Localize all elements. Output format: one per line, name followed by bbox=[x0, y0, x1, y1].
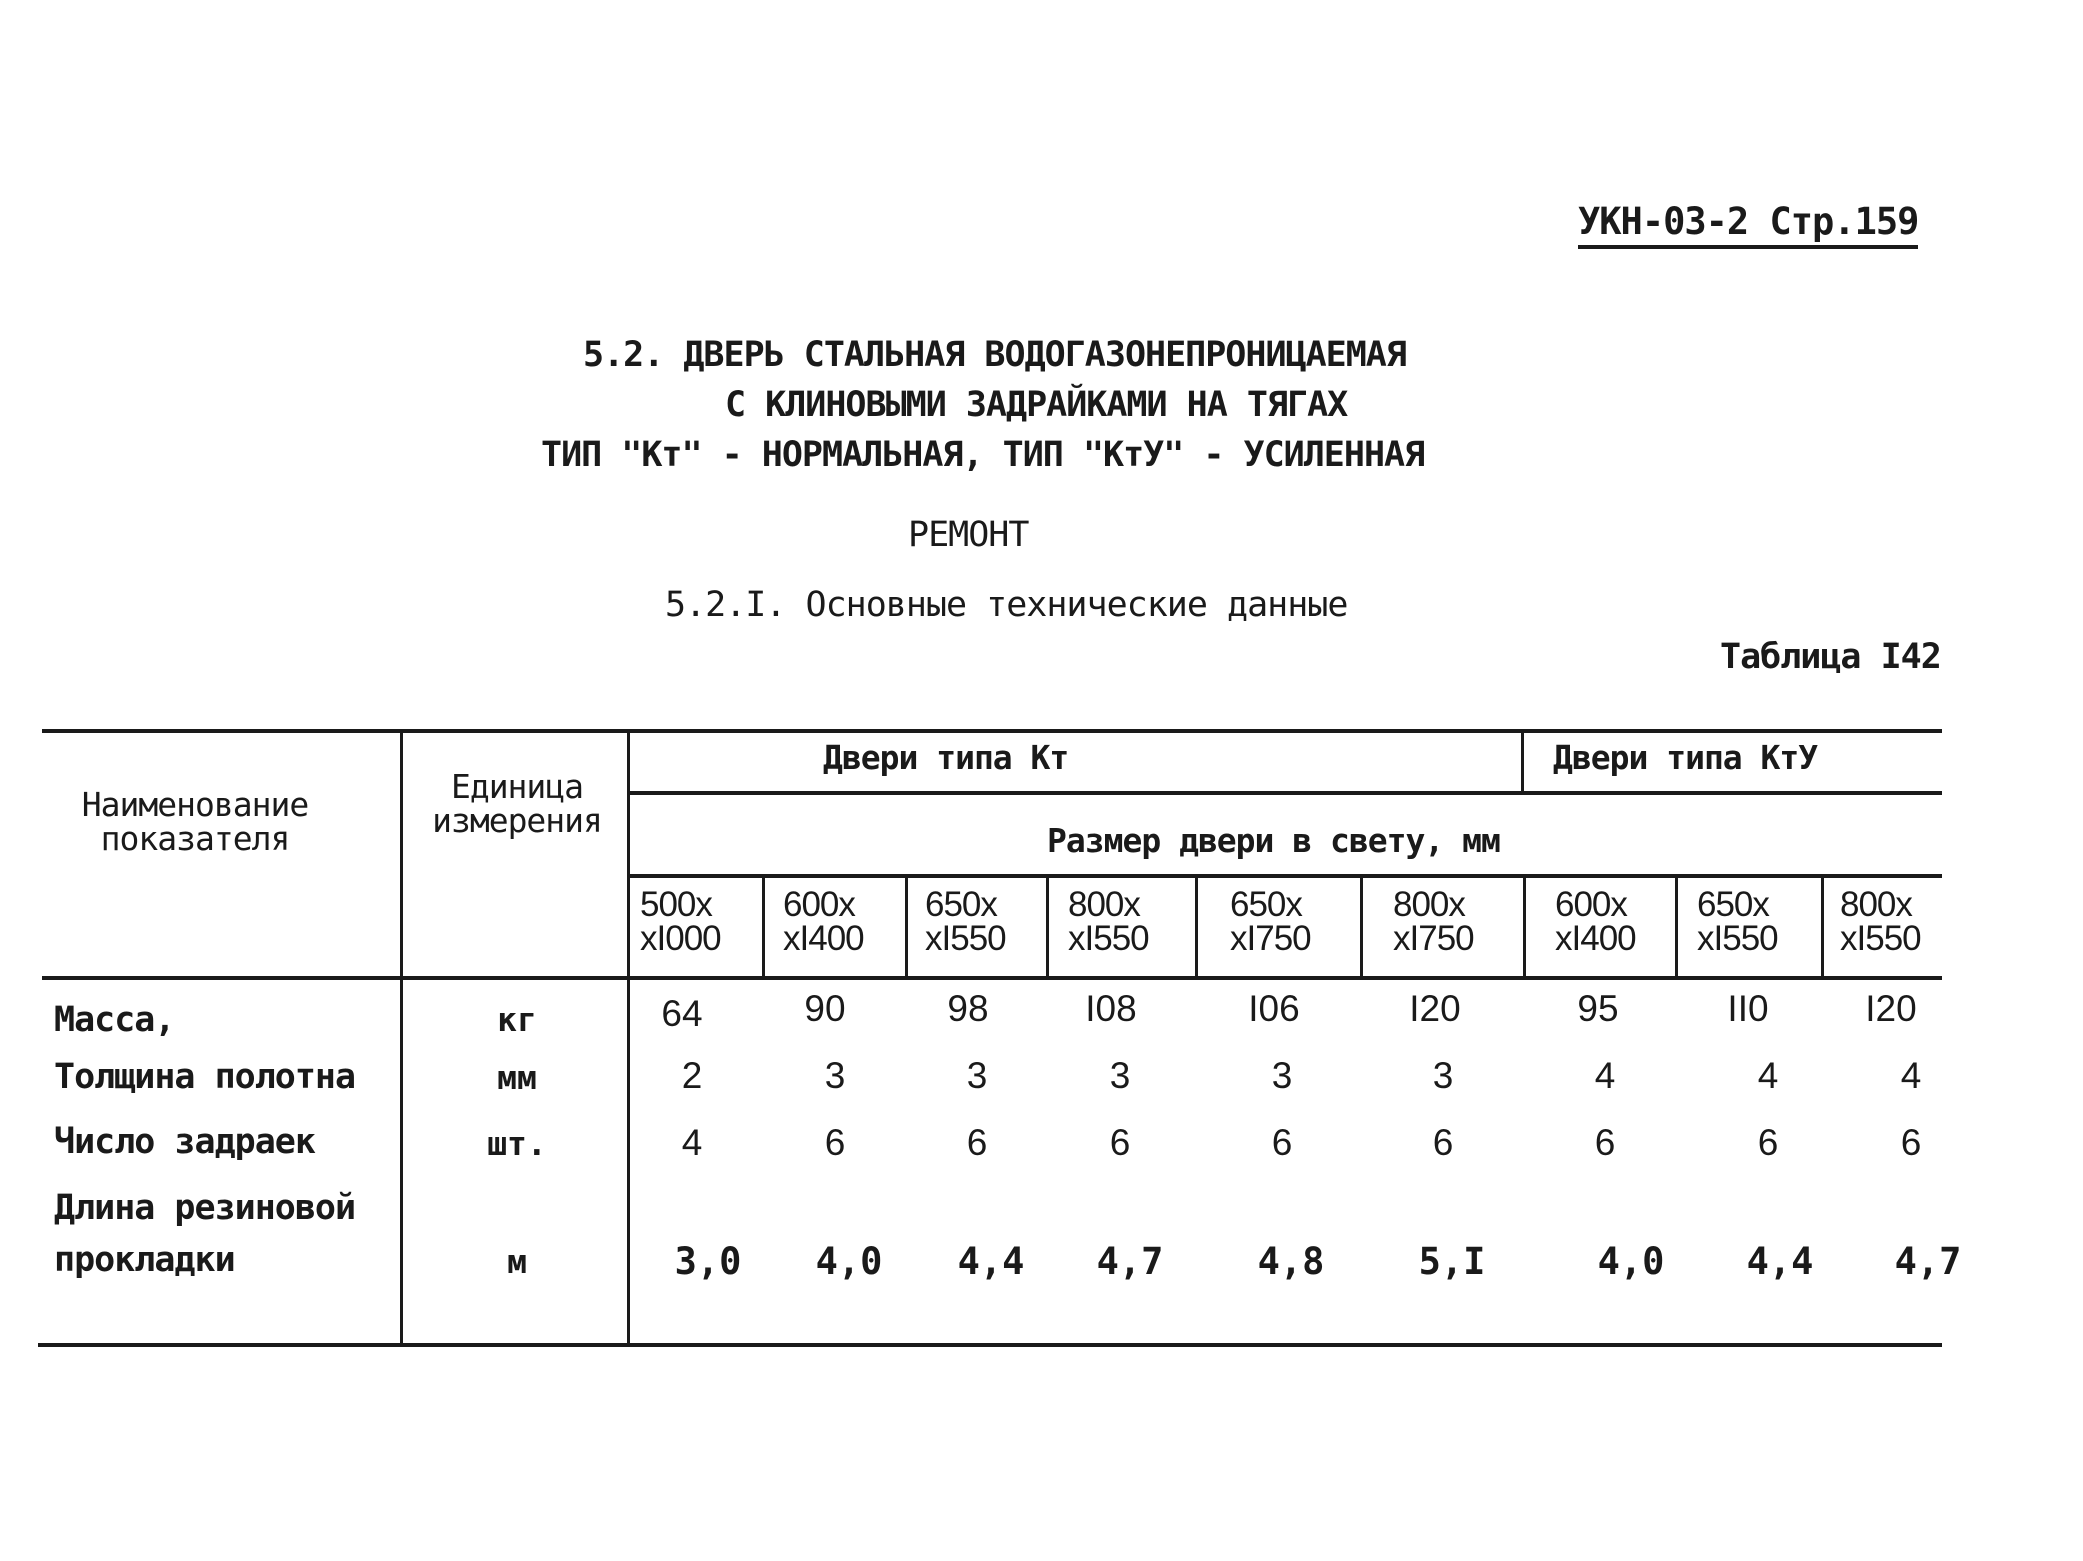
row-label-mass: Масса, bbox=[54, 1000, 175, 1040]
group-header-ktu: Двери типа КтУ bbox=[1553, 738, 1818, 777]
col-header-unit bbox=[408, 767, 626, 840]
title-line-3: ТИП "Кт" - НОРМАЛЬНАЯ, ТИП "КтУ" - УСИЛЕННАЯ bbox=[541, 435, 1425, 475]
page-reference: УКН-03-2 Стр.159 bbox=[1578, 200, 1918, 249]
table-cell: 6 bbox=[1757, 1122, 1779, 1163]
col-header-name bbox=[50, 785, 340, 858]
table-cell: 4,7 bbox=[1096, 1240, 1164, 1283]
table-cell: 6 bbox=[1432, 1122, 1454, 1163]
size-col-1: 500х хI000 bbox=[640, 885, 721, 958]
col-divider-unit bbox=[627, 729, 630, 1346]
table-cell: 4 bbox=[1594, 1055, 1616, 1096]
table-cell: 95 bbox=[1577, 988, 1619, 1029]
table-cell: 3 bbox=[1432, 1055, 1454, 1096]
table-cell: I06 bbox=[1248, 988, 1300, 1029]
title-line-1: 5.2. ДВЕРЬ СТАЛЬНАЯ ВОДОГАЗОНЕПРОНИЦАЕМАЯ bbox=[583, 335, 1406, 375]
table-cell: 6 bbox=[1109, 1122, 1131, 1163]
table-cell: 6 bbox=[966, 1122, 988, 1163]
table-bottom-rule bbox=[38, 1343, 1942, 1347]
table-cell: I20 bbox=[1409, 988, 1461, 1029]
row-label-gasket-length-1: Длина резиновой bbox=[54, 1188, 356, 1228]
header-bottom-rule bbox=[42, 976, 1942, 980]
size-divider-8 bbox=[1821, 876, 1824, 976]
row-label-thickness: Толщина полотна bbox=[54, 1057, 356, 1097]
size-col-5: 650х хI750 bbox=[1230, 885, 1311, 958]
size-col-7: 600х хI400 bbox=[1555, 885, 1636, 958]
table-number: Таблица I42 bbox=[1720, 637, 1941, 677]
table-cell: 4 bbox=[1900, 1055, 1922, 1096]
size-divider-7 bbox=[1675, 876, 1678, 976]
table-cell: I20 bbox=[1865, 988, 1917, 1029]
row-unit-thickness: мм bbox=[497, 1058, 537, 1097]
table-cell: 4,7 bbox=[1894, 1240, 1962, 1283]
table-cell: I08 bbox=[1085, 988, 1137, 1029]
table-cell: 4,8 bbox=[1257, 1240, 1325, 1283]
table-cell: 6 bbox=[1271, 1122, 1293, 1163]
table-cell: 6 bbox=[1900, 1122, 1922, 1163]
table-cell: 6 bbox=[824, 1122, 846, 1163]
size-col-6: 800х хI750 bbox=[1393, 885, 1474, 958]
row-label-gasket-length-2: прокладки bbox=[54, 1240, 235, 1280]
table-cell: 2 bbox=[681, 1055, 703, 1096]
subsection-heading: 5.2.I. Основные технические данные bbox=[665, 585, 1348, 625]
size-header-rule bbox=[627, 874, 1942, 878]
col-header-unit-line-1: Единица bbox=[450, 767, 584, 806]
table-cell: 3 bbox=[1109, 1055, 1131, 1096]
group-header-rule bbox=[627, 791, 1942, 795]
size-divider-3 bbox=[1046, 876, 1049, 976]
size-divider-4 bbox=[1195, 876, 1198, 976]
table-cell: 4,4 bbox=[957, 1240, 1025, 1283]
table-cell: 64 bbox=[661, 993, 703, 1034]
table-cell: 4 bbox=[681, 1122, 703, 1163]
size-divider-6 bbox=[1523, 876, 1526, 976]
size-divider-2 bbox=[905, 876, 908, 976]
row-label-clamps: Число задраек bbox=[54, 1122, 315, 1162]
table-cell: II0 bbox=[1727, 988, 1769, 1029]
col-header-name-line-1: Наименование bbox=[81, 785, 309, 824]
table-cell: 6 bbox=[1594, 1122, 1616, 1163]
size-col-4: 800х хI550 bbox=[1068, 885, 1149, 958]
size-header: Размер двери в свету, мм bbox=[1047, 821, 1500, 860]
group-divider bbox=[1521, 729, 1524, 793]
col-header-unit-line-2: измерения bbox=[432, 801, 602, 840]
group-header-kt: Двери типа Кт bbox=[823, 738, 1069, 777]
table-cell: 4,4 bbox=[1746, 1240, 1814, 1283]
title-line-2: С КЛИНОВЫМИ ЗАДРАЙКАМИ НА ТЯГАХ bbox=[725, 385, 1348, 425]
size-col-9: 800х хI550 bbox=[1840, 885, 1921, 958]
table-cell: 4,0 bbox=[815, 1240, 883, 1283]
size-col-3: 650х хI550 bbox=[925, 885, 1006, 958]
size-divider-5 bbox=[1360, 876, 1363, 976]
section-heading: РЕМОНТ bbox=[908, 515, 1029, 555]
table-cell: 3 bbox=[824, 1055, 846, 1096]
table-cell: 5,I bbox=[1418, 1240, 1486, 1283]
size-divider-1 bbox=[762, 876, 765, 976]
size-col-2: 600х хI400 bbox=[783, 885, 864, 958]
size-col-8: 650х хI550 bbox=[1697, 885, 1778, 958]
table-top-rule bbox=[42, 729, 1942, 733]
col-header-name-line-2: показателя bbox=[100, 819, 290, 858]
row-unit-gasket-length: м bbox=[507, 1242, 527, 1281]
col-divider-name bbox=[400, 729, 403, 1346]
table-cell: 90 bbox=[804, 988, 846, 1029]
table-cell: 4 bbox=[1757, 1055, 1779, 1096]
table-cell: 98 bbox=[947, 988, 989, 1029]
row-unit-clamps: шт. bbox=[487, 1124, 547, 1163]
table-cell: 3 bbox=[966, 1055, 988, 1096]
table-cell: 3 bbox=[1271, 1055, 1293, 1096]
table-cell: 3,0 bbox=[674, 1240, 742, 1283]
table-cell: 4,0 bbox=[1597, 1240, 1665, 1283]
row-unit-mass: кг bbox=[497, 1000, 537, 1039]
